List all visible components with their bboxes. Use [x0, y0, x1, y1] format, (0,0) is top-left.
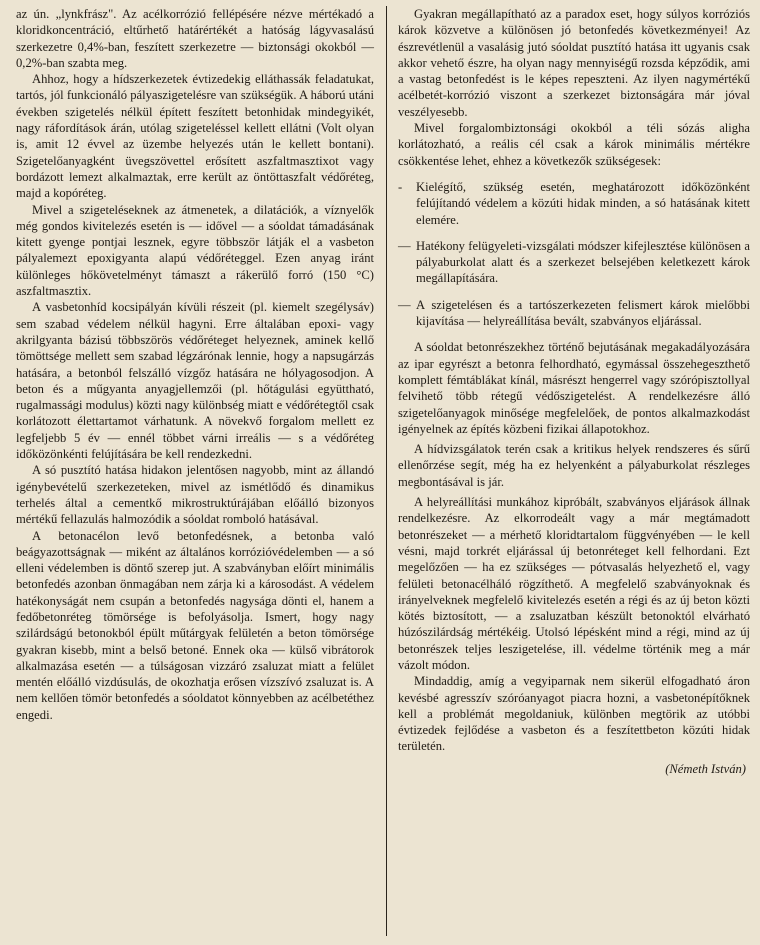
left-column [16, 6, 374, 723]
requirements-list [398, 179, 750, 329]
paragraph: Gyakran megállapítható az a paradox eset, hogy súlyos korróziós károk közvetve a különösen jó betonfedés következményei! Az észrevétlenül a vasalásig jutó sóoldat pusztító hatása itt ugyanis csak akkor vehető észre, ha olyan nagy mennyiségű rozsda képződik, ami a vastag betonfedést is le képes repeszteni. Az ilyen nagymértékű acélbetét-korrózió viszont a szerkezet biztonságára már jóval veszélyesebb. [398, 7, 750, 119]
paragraph: Mivel forgalombiztonsági okokból a téli sózás aligha korlátozható, a reális cél csak a károk minimális mértékre csökkentése lehet, ehhez a következők szükségesek: [398, 121, 750, 168]
paragraph: A só pusztító hatása hidakon jelentősen nagyobb, mint az állandó igénybevételű szerkezeteken, mivel az ismétlődő és dinamikus terhelés által a cementkő mikrostruktúrájában előálló bizonyos mértékű fellazulás halmozódik a sóoldat romboló hatásával. [16, 463, 374, 527]
list-dash: — [398, 238, 411, 253]
paragraph: az ún. „lynkfrász". Az acélkorrózió fellépésére nézve mértékadó a kloridkoncentráció, eltűrhető határértékét a hatóság lágyvasalású szerkezetre 0,4%-ban, feszített szerkezetre — biztonsági okokból — 0,2%-ban szabta meg. [16, 7, 374, 70]
paragraph: Mindaddig, amíg a vegyiparnak nem sikerül elfogadható áron kevésbé agresszív szóróanyagot piacra hozni, a vasbetonépítőknek kell a problémát megoldaniuk, különben megtörik az utóbbi évtizedek fejlődése a vasbeton és a feszítettbeton közúti hidak területén. [398, 674, 750, 754]
list-item-text: Kielégítő, szükség esetén, meghatározott időközönként felújítandó védelem a közúti hidak minden, a só hatásának kitett elemére. [416, 179, 750, 227]
author-signature: (Németh István) [665, 761, 746, 776]
paragraph: A hídvizsgálatok terén csak a kritikus helyek rendszeres és sűrű ellenőrzése segít, még ha ez helyenként a pályaburkolat részleges megbontásával is jár. [398, 442, 750, 489]
list-dash: - [398, 179, 403, 194]
paragraph: A sóoldat betonrészekhez történő bejutásának megakadályozására az ipar egyrészt a betonra felhordható, egymással összehegeszthető komplett fémtáblákat kínál, másrészt hengerrel vagy szórópisztollyal felvihető több rétegű védőszigetelést. A rendelkezésre álló szigetelőanyagok minősége megfelelőek, de pontos alkalmazkodást igényelnek az építés közbeni fizikai állapotokhoz. [398, 340, 750, 436]
list-dash: — [398, 297, 411, 312]
list-item [398, 179, 750, 228]
column-divider [386, 6, 387, 936]
list-item [398, 238, 750, 287]
list-item [398, 297, 750, 330]
paragraph: A betonacélon levő betonfedésnek, a betonba való beágyazottságnak — miként az általános korrózióvédelemben — a só elleni védelemben is döntő szerep jut. A szabványban előírt minimális betonfedés azonban önmagában nem zárja ki a károsodást. A védelem hatékonyságát nem csupán a betonfedés nagysága dönti el, hanem a fedőbetonréteg tömörsége is befolyásolja. Ismert, hogy nagy szilárdságú betonokból épült műtárgyak felületén a beton tömörsége gyakran kisebb, mint a belső betoné. Ennek oka — külső vibrátorok alkalmazása esetén — a túlságosan vizzáró zsaluzat miatt a felület mentén előálló vizdúsulás, de okozhatja erősen vízszívó zsaluzat is. A nem kellően tömör betonfedés a sóoldatot könnyebben az acélbetéthez engedi. [16, 528, 374, 722]
list-item-text: Hatékony felügyeleti-vizsgálati módszer kifejlesztése különösen a pályaburkolat alatt és a szerkezet belsejében keletkezett károk megállapítására. [416, 238, 750, 286]
paragraph: Ahhoz, hogy a hídszerkezetek évtizedekig elláthassák feladatukat, tartós, jól funkcionáló pályaszigetelésre van szükségük. A háború utáni években szigetelés nélkül épített feszített betonhidak mindegyikét, nagy ráfordítások árán, utólag szigeteléssel kellett ellátni (Volt olyan is, amit 12 évvel az üzembe helyezés után le kellett bontani). Szigetelőanyagként üvegszövettel erősített aszfaltmasztixot vagy bordázott lemezt alkalmaztak, erre került az öntöttaszfalt védőréteg, majd a kopóréteg. [16, 72, 374, 201]
right-column [398, 6, 750, 777]
list-item-text: A szigetelésen és a tartószerkezeten felismert károk mielőbbi kijavítása — helyreállítása bevált, szabványos eljárással. [416, 297, 750, 329]
paragraph: Mivel a szigeteléseknek az átmenetek, a dilatációk, a víznyelők még gondos kivitelezés esetén is — idővel — a sóoldat támadásának kitett gyenge pontjai lesznek, egyre többször látják el a vasbeton pályalemezt epoxigyanta alapú védőréteggel. Ezen anyag iránt különleges hőkövetelményt támaszt a rákerülő forró (150 °C) aszfaltmasztix. [16, 202, 374, 299]
paragraph: A vasbetonhíd kocsipályán kívüli részeit (pl. kiemelt szegélysáv) sem szabad védelem nélkül hagyni. Erre általában epoxi- vagy akrilgyanta bázisú többszörös védőréteget helyeznek, aminek kellő tömöttsége mellett sem szabad légzárónak lennie, hogy a napsugárzás hatására, a betonból felszálló vízgőz hatására ne hólyagosodjon. A beton és a műgyanta anyagjellemzői (pl. hőtágulási együttható, rugalmassági modulus) közti nagy különbség miatt e védőrétegtől csak korlátozott élettartamot várhatunk. A növekvő forgalom mellett ez legfeljebb 5 év — ennél többet várni irreális — s a védőréteg időközönkénti felújítására be kell rendezkedni. [16, 300, 374, 462]
paragraph: A helyreállítási munkához kipróbált, szabványos eljárások állnak rendelkezésre. Az elkorrodeált vagy a már megtámadott betonrészeket — a mérhető kloridtartalom függvényében — le kell vésni, majd torkrét eljárással új betonréteget kell felhordani. Ezt megelőzően — ha ez szükséges — pótvasalás helyezhető el, vagy felületi betonacélháló rögzíthető. A megfelelő szabványoknak és irányelveknek megfelelő kivitelezés esetén a régi és az új beton közti kötés biztosított, — a zsaluzatban készült betonoktól elvárható húzószilárdság mértékéig. Utolsó lépésként mind a régi, mind az új betonrészek teljes leszigetelése, ill. védelme történik meg a már vázolt módon. [398, 495, 750, 672]
